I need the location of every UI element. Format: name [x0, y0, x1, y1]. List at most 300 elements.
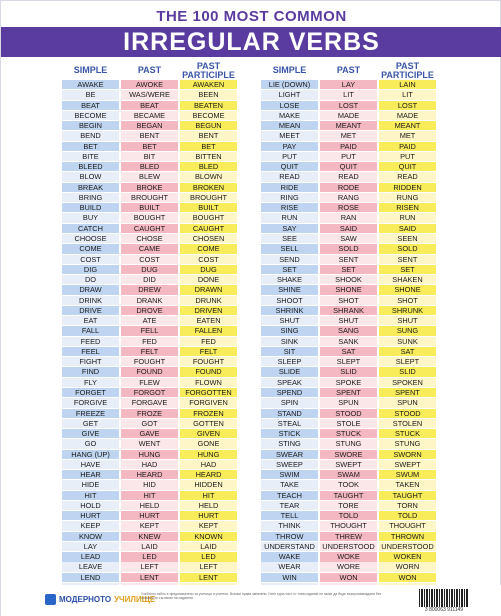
verb-participle: SET — [379, 265, 436, 274]
table-row — [261, 316, 496, 326]
table-row — [261, 172, 496, 182]
table-row — [261, 193, 496, 203]
verb-past: LEFT — [121, 562, 178, 571]
verb-past: DUG — [121, 265, 178, 274]
verb-past: BEAT — [121, 101, 178, 110]
verb-past: SANG — [320, 326, 377, 335]
table-row — [261, 491, 496, 501]
table-row — [261, 470, 496, 480]
verb-participle: BECOME — [180, 111, 237, 120]
verb-past: HID — [121, 480, 178, 489]
logo-mark-icon — [45, 594, 56, 605]
verb-simple: EAT — [62, 316, 119, 325]
verb-past: HURT — [121, 511, 178, 520]
verb-participle: KNOWN — [180, 532, 237, 541]
verb-participle: HURT — [180, 511, 237, 520]
verb-past: HEARD — [121, 470, 178, 479]
verb-participle: THROWN — [379, 532, 436, 541]
verb-participle: WOKEN — [379, 552, 436, 561]
verb-participle: SUNK — [379, 337, 436, 346]
verb-past: MET — [320, 131, 377, 140]
verb-past: BROUGHT — [121, 193, 178, 202]
verb-participle: AWAKEN — [180, 80, 237, 89]
verb-past: CAUGHT — [121, 224, 178, 233]
verb-participle: SPENT — [379, 388, 436, 397]
verb-participle: TORN — [379, 501, 436, 510]
verb-participle: HIDDEN — [180, 480, 237, 489]
verb-participle: SPOKEN — [379, 378, 436, 387]
verb-past: STUNG — [320, 439, 377, 448]
verb-simple: SHINE — [261, 285, 318, 294]
left-header-participle: PAST PARTICIPLE — [182, 60, 235, 80]
verb-participle: SLEPT — [379, 357, 436, 366]
verb-participle: UNDERSTOOD — [379, 542, 436, 551]
verb-simple: LEAD — [62, 552, 119, 561]
verb-participle: FORGIVEN — [180, 398, 237, 407]
verb-past: SAT — [320, 347, 377, 356]
verb-participle: HAD — [180, 460, 237, 469]
verb-participle: BEEN — [180, 90, 237, 99]
verb-simple: BET — [62, 142, 119, 151]
verb-simple: LOSE — [261, 101, 318, 110]
verb-past: FOUND — [121, 367, 178, 376]
verb-past: LENT — [121, 573, 178, 582]
verb-participle: DONE — [180, 275, 237, 284]
verb-participle: SAT — [379, 347, 436, 356]
right-header-participle: PAST PARTICIPLE — [381, 60, 434, 80]
verb-past: FOUGHT — [121, 357, 178, 366]
verb-participle: TAKEN — [379, 480, 436, 489]
verb-participle: LAID — [180, 542, 237, 551]
verb-past: SHOOK — [320, 275, 377, 284]
title-main: IRREGULAR VERBS — [123, 28, 380, 56]
verb-past: TOOK — [320, 480, 377, 489]
verb-past: SET — [320, 265, 377, 274]
verb-past: RANG — [320, 193, 377, 202]
verb-participle: FELT — [180, 347, 237, 356]
table-row — [261, 388, 496, 398]
verb-participle: SHOT — [379, 296, 436, 305]
verb-simple: TAKE — [261, 480, 318, 489]
verb-simple: HANG (UP) — [62, 450, 119, 459]
verb-past: MADE — [320, 111, 377, 120]
verb-simple: THINK — [261, 521, 318, 530]
verb-simple: BE — [62, 90, 119, 99]
verb-past: SAW — [320, 234, 377, 243]
verb-participle: DUG — [180, 265, 237, 274]
verb-participle: STOLEN — [379, 419, 436, 428]
verb-simple: SEND — [261, 255, 318, 264]
verb-past: ROSE — [320, 203, 377, 212]
verb-simple: KNOW — [62, 532, 119, 541]
verb-past: SOLD — [320, 244, 377, 253]
verb-simple: HOLD — [62, 501, 119, 510]
verb-participle: BEATEN — [180, 101, 237, 110]
verb-past: SHONE — [320, 285, 377, 294]
verb-past: HUNG — [121, 450, 178, 459]
table-row — [261, 255, 496, 265]
verb-participle: BLED — [180, 162, 237, 171]
verb-simple: MEET — [261, 131, 318, 140]
verb-participle: MET — [379, 131, 436, 140]
verb-participle: QUIT — [379, 162, 436, 171]
table-row — [261, 244, 496, 254]
verb-past: WAS/WERE — [121, 90, 178, 99]
verb-participle: LEFT — [180, 562, 237, 571]
table-row — [261, 357, 496, 367]
verb-past: SWORE — [320, 450, 377, 459]
verb-past: DREW — [121, 285, 178, 294]
verb-simple: BITE — [62, 152, 119, 161]
verb-past: SWAM — [320, 470, 377, 479]
verb-participle: SENT — [379, 255, 436, 264]
verb-simple: KEEP — [62, 521, 119, 530]
verb-simple: STING — [261, 439, 318, 448]
verb-participle: TOLD — [379, 511, 436, 520]
verb-participle: KEPT — [180, 521, 237, 530]
table-row — [261, 562, 496, 572]
verb-simple: FORGIVE — [62, 398, 119, 407]
verb-simple: SWEEP — [261, 460, 318, 469]
verb-past: SPENT — [320, 388, 377, 397]
verb-simple: HIDE — [62, 480, 119, 489]
verb-participle: SWEPT — [379, 460, 436, 469]
verb-simple: FEEL — [62, 347, 119, 356]
verb-participle: FOUND — [180, 367, 237, 376]
verb-simple: SPEND — [261, 388, 318, 397]
table-row — [261, 224, 496, 234]
table-row — [261, 460, 496, 470]
verb-simple: SIT — [261, 347, 318, 356]
verb-simple: FORGET — [62, 388, 119, 397]
verb-participle: RUN — [379, 213, 436, 222]
verb-past: BIT — [121, 152, 178, 161]
verb-simple: CATCH — [62, 224, 119, 233]
verb-past: LIT — [320, 90, 377, 99]
table-row — [261, 111, 496, 121]
verb-past: TORE — [320, 501, 377, 510]
verb-participle: FED — [180, 337, 237, 346]
table-row — [261, 142, 496, 152]
verb-simple: GO — [62, 439, 119, 448]
verb-participle: BOUGHT — [180, 213, 237, 222]
verb-simple: SAY — [261, 224, 318, 233]
table-row — [261, 80, 496, 90]
table-row — [261, 121, 496, 131]
verb-participle: BROUGHT — [180, 193, 237, 202]
verb-participle: READ — [379, 172, 436, 181]
verb-simple: BEGIN — [62, 121, 119, 130]
verb-simple: FALL — [62, 326, 119, 335]
verb-participle: BLOWN — [180, 172, 237, 181]
verb-past: LOST — [320, 101, 377, 110]
verb-simple: SEE — [261, 234, 318, 243]
verb-participle: LED — [180, 552, 237, 561]
table-row — [261, 573, 496, 583]
verb-simple: COME — [62, 244, 119, 253]
verb-simple: READ — [261, 172, 318, 181]
verb-past: COST — [121, 255, 178, 264]
verb-past: WOKE — [320, 552, 377, 561]
verb-past: DRANK — [121, 296, 178, 305]
table-row — [261, 450, 496, 460]
verb-simple: BEAT — [62, 101, 119, 110]
verb-simple: SLEEP — [261, 357, 318, 366]
verb-simple: WAKE — [261, 552, 318, 561]
verb-simple: HURT — [62, 511, 119, 520]
right-header-simple: SIMPLE — [272, 65, 307, 76]
table-row — [261, 213, 496, 223]
verb-participle: STUNG — [379, 439, 436, 448]
verb-past: CAME — [121, 244, 178, 253]
verb-past: DID — [121, 275, 178, 284]
verb-simple: LAY — [62, 542, 119, 551]
verb-past: STOLE — [320, 419, 377, 428]
logo-text-part1: МОДЕРНОТО — [59, 594, 112, 604]
table-row — [261, 275, 496, 285]
table-row — [261, 131, 496, 141]
verb-participle: SHAKEN — [379, 275, 436, 284]
verb-simple: FIND — [62, 367, 119, 376]
verb-participle: LAIN — [379, 80, 436, 89]
verb-participle: BEGUN — [180, 121, 237, 130]
verb-participle: BROKEN — [180, 183, 237, 192]
verb-simple: BLOW — [62, 172, 119, 181]
logo-text-part2: УЧИЛИЩЕ — [114, 594, 156, 604]
verb-past: BEGAN — [121, 121, 178, 130]
verb-simple: THROW — [261, 532, 318, 541]
verb-past: FLEW — [121, 378, 178, 387]
verb-participle: COME — [180, 244, 237, 253]
table-row — [261, 542, 496, 552]
verb-simple: SHOOT — [261, 296, 318, 305]
verb-participle: RISEN — [379, 203, 436, 212]
verb-past: HIT — [121, 491, 178, 500]
table-row — [261, 552, 496, 562]
verb-participle: HELD — [180, 501, 237, 510]
verb-participle: STUCK — [379, 429, 436, 438]
table-row — [261, 480, 496, 490]
verb-past: ATE — [121, 316, 178, 325]
verb-simple: RIDE — [261, 183, 318, 192]
verb-participle: COST — [180, 255, 237, 264]
verb-participle: MEANT — [379, 121, 436, 130]
publisher-logo — [45, 593, 155, 605]
verb-simple: HEAR — [62, 470, 119, 479]
verb-past: CHOSE — [121, 234, 178, 243]
verb-simple: FREEZE — [62, 409, 119, 418]
verb-participle: GONE — [180, 439, 237, 448]
verb-simple: GIVE — [62, 429, 119, 438]
verb-past: BECAME — [121, 111, 178, 120]
verb-participle: TAUGHT — [379, 491, 436, 500]
table-row — [261, 511, 496, 521]
verb-simple: MAKE — [261, 111, 318, 120]
verb-past: LAY — [320, 80, 377, 89]
verb-simple: LEAVE — [62, 562, 119, 571]
verb-participle: SPUN — [379, 398, 436, 407]
verb-past: SLEPT — [320, 357, 377, 366]
table-row — [261, 439, 496, 449]
verb-participle: FOUGHT — [180, 357, 237, 366]
verb-simple: WEAR — [261, 562, 318, 571]
verb-past: FELT — [121, 347, 178, 356]
verb-participle: FLOWN — [180, 378, 237, 387]
verb-simple: BECOME — [62, 111, 119, 120]
verb-simple: SLIDE — [261, 367, 318, 376]
verb-past: AWOKE — [121, 80, 178, 89]
verb-simple: SING — [261, 326, 318, 335]
verb-past: LAID — [121, 542, 178, 551]
verb-simple: HAVE — [62, 460, 119, 469]
verb-past: LED — [121, 552, 178, 561]
verb-simple: SPEAK — [261, 378, 318, 387]
verb-simple: WIN — [261, 573, 318, 582]
verb-past: SHUT — [320, 316, 377, 325]
verb-participle: HEARD — [180, 470, 237, 479]
verb-past: TAUGHT — [320, 491, 377, 500]
verb-participle: BITTEN — [180, 152, 237, 161]
table-row — [261, 378, 496, 388]
verb-simple: STICK — [261, 429, 318, 438]
verb-simple: RISE — [261, 203, 318, 212]
table-row — [261, 183, 496, 193]
verb-simple: RUN — [261, 213, 318, 222]
verb-simple: SWEAR — [261, 450, 318, 459]
verb-participle: SWORN — [379, 450, 436, 459]
verb-participle: SOLD — [379, 244, 436, 253]
verb-participle: HIT — [180, 491, 237, 500]
table-row — [261, 296, 496, 306]
table-row — [261, 409, 496, 419]
verb-past: KEPT — [121, 521, 178, 530]
verb-participle: MADE — [379, 111, 436, 120]
verb-simple: SPIN — [261, 398, 318, 407]
verb-simple: DRINK — [62, 296, 119, 305]
verb-participle: PUT — [379, 152, 436, 161]
right-header-past: PAST — [336, 65, 361, 76]
title-top: THE 100 MOST COMMON — [156, 8, 347, 25]
verb-participle: CHOSEN — [180, 234, 237, 243]
table-row — [261, 532, 496, 542]
verb-past: UNDERSTOOD — [320, 542, 377, 551]
verb-participle: STOOD — [379, 409, 436, 418]
verb-participle: DRUNK — [180, 296, 237, 305]
verb-participle: BENT — [180, 131, 237, 140]
verb-simple: BUY — [62, 213, 119, 222]
verb-past: FORGAVE — [121, 398, 178, 407]
verb-past: WORE — [320, 562, 377, 571]
verb-participle: GOTTEN — [180, 419, 237, 428]
verb-participle: RUNG — [379, 193, 436, 202]
verb-simple: SHAKE — [261, 275, 318, 284]
verb-participle: HUNG — [180, 450, 237, 459]
verb-simple: QUIT — [261, 162, 318, 171]
verb-simple: FLY — [62, 378, 119, 387]
verb-simple: STEAL — [261, 419, 318, 428]
verb-past: STUCK — [320, 429, 377, 438]
verb-past: BROKE — [121, 183, 178, 192]
verb-simple: GET — [62, 419, 119, 428]
verb-past: KNEW — [121, 532, 178, 541]
verb-simple: BRING — [62, 193, 119, 202]
left-header-simple: SIMPLE — [73, 65, 108, 76]
table-row — [261, 521, 496, 531]
verb-participle: FORGOTTEN — [180, 388, 237, 397]
verb-participle: SHONE — [379, 285, 436, 294]
right-verb-table — [261, 80, 496, 593]
table-row — [261, 501, 496, 511]
verb-past: SPOKE — [320, 378, 377, 387]
verb-participle: FALLEN — [180, 326, 237, 335]
verb-past: HAD — [121, 460, 178, 469]
verb-past: SENT — [320, 255, 377, 264]
verb-past: STOOD — [320, 409, 377, 418]
verb-past: SLID — [320, 367, 377, 376]
verb-participle: DRIVEN — [180, 306, 237, 315]
table-row — [261, 234, 496, 244]
verb-past: WENT — [121, 439, 178, 448]
verb-past: FED — [121, 337, 178, 346]
verb-simple: DIG — [62, 265, 119, 274]
left-header-past: PAST — [137, 65, 162, 76]
verb-simple: SHUT — [261, 316, 318, 325]
verb-participle: EATEN — [180, 316, 237, 325]
verb-participle: THOUGHT — [379, 521, 436, 530]
barcode-number: 3 800063 911149 — [424, 607, 464, 613]
table-row — [261, 152, 496, 162]
verb-simple: BEND — [62, 131, 119, 140]
verb-past: BLEW — [121, 172, 178, 181]
verb-participle: BET — [180, 142, 237, 151]
verb-past: GAVE — [121, 429, 178, 438]
verb-participle: SAID — [379, 224, 436, 233]
verb-past: BENT — [121, 131, 178, 140]
verb-simple: HIT — [62, 491, 119, 500]
verb-past: HELD — [121, 501, 178, 510]
verb-simple: AWAKE — [62, 80, 119, 89]
verb-past: PUT — [320, 152, 377, 161]
verb-simple: SET — [261, 265, 318, 274]
verb-participle: LENT — [180, 573, 237, 582]
verb-past: SWEPT — [320, 460, 377, 469]
verb-simple: TEAR — [261, 501, 318, 510]
verb-past: WON — [320, 573, 377, 582]
verb-past: TOLD — [320, 511, 377, 520]
verb-participle: SHRUNK — [379, 306, 436, 315]
verb-simple: TEACH — [261, 491, 318, 500]
table-row — [261, 203, 496, 213]
table-row — [261, 398, 496, 408]
verb-past: THOUGHT — [320, 521, 377, 530]
verb-participle: WON — [379, 573, 436, 582]
verb-participle: CAUGHT — [180, 224, 237, 233]
verb-simple: FEED — [62, 337, 119, 346]
verb-simple: STAND — [261, 409, 318, 418]
verb-simple: RING — [261, 193, 318, 202]
verb-past: MEANT — [320, 121, 377, 130]
verb-simple: LEND — [62, 573, 119, 582]
verb-past: GOT — [121, 419, 178, 428]
verb-past: BUILT — [121, 203, 178, 212]
verb-simple: SWIM — [261, 470, 318, 479]
verb-participle: LOST — [379, 101, 436, 110]
verb-participle: LIT — [379, 90, 436, 99]
verb-past: FROZE — [121, 409, 178, 418]
verb-past: DROVE — [121, 306, 178, 315]
verb-past: BOUGHT — [121, 213, 178, 222]
table-row — [261, 326, 496, 336]
